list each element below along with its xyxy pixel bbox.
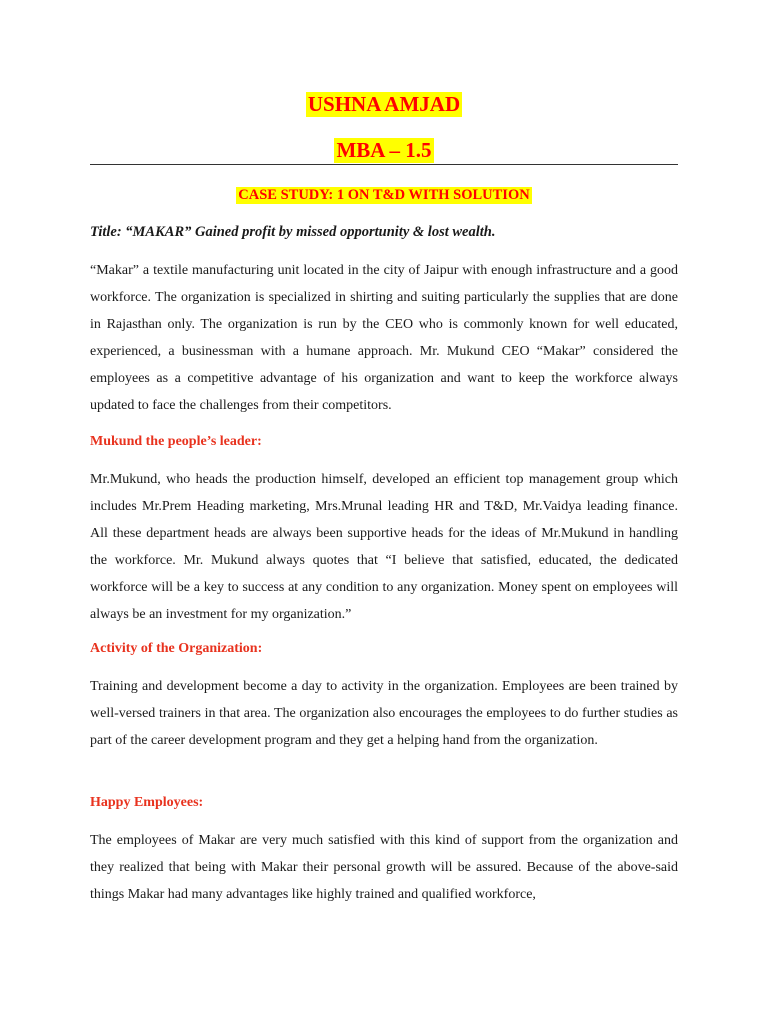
section-heading-activity: Activity of the Organization: — [90, 641, 263, 656]
case-study-block — [0, 186, 768, 204]
author-name-block — [0, 92, 768, 117]
course-label: MBA – 1.5 — [336, 138, 432, 162]
intro-paragraph: “Makar” a textile manufacturing unit located in the city of Jaipur with enough infrastructure and a good workforce. The organization is specialized in shirting and suiting particularly the supplies that are done in Rajasthan only. The organization is run by the CEO who is commonly known for well educated, experienced, a businessman with a humane approach. Mr. Mukund CEO “Makar” considered the employees as a competitive advantage of his organization and want to keep the workforce always updated to face the challenges from their competitors. — [90, 263, 678, 413]
case-study-title: CASE STUDY: 1 ON T&D WITH SOLUTION — [238, 187, 530, 203]
section-heading-leader: Mukund the people’s leader: — [90, 434, 262, 449]
header-divider — [90, 164, 678, 165]
section-heading-happy: Happy Employees: — [90, 795, 204, 810]
leader-paragraph: Mr.Mukund, who heads the production himself, developed an efficient top management group which includes Mr.Prem Heading marketing, Mrs.Mrunal leading HR and T&D, Mr.Vaidya leading finance. All these department heads are always been supportive heads for the ideas of Mr.Mukund in handling the workforce. Mr. Mukund always quotes that “I believe that satisfied, educated, the dedicated workforce will be a key to success at any condition to any organization. Money spent on employees will always be an investment for my organization.” — [90, 472, 678, 622]
author-name: USHNA AMJAD — [307, 92, 461, 116]
document-title: Title: “MAKAR” Gained profit by missed opportunity & lost wealth. — [90, 224, 496, 240]
activity-paragraph: Training and development become a day to activity in the organization. Employees are been trained by well-versed trainers in that area. The organization also encourages the employees to do further studies as part of the career development program and they get a helping hand from the organization. — [90, 679, 678, 748]
happy-paragraph: The employees of Makar are very much satisfied with this kind of support from the organization and they realized that being with Makar their personal growth will be assured. Because of the above-said things Makar had many advantages like highly trained and qualified workforce, — [90, 833, 678, 902]
course-block — [0, 138, 768, 163]
